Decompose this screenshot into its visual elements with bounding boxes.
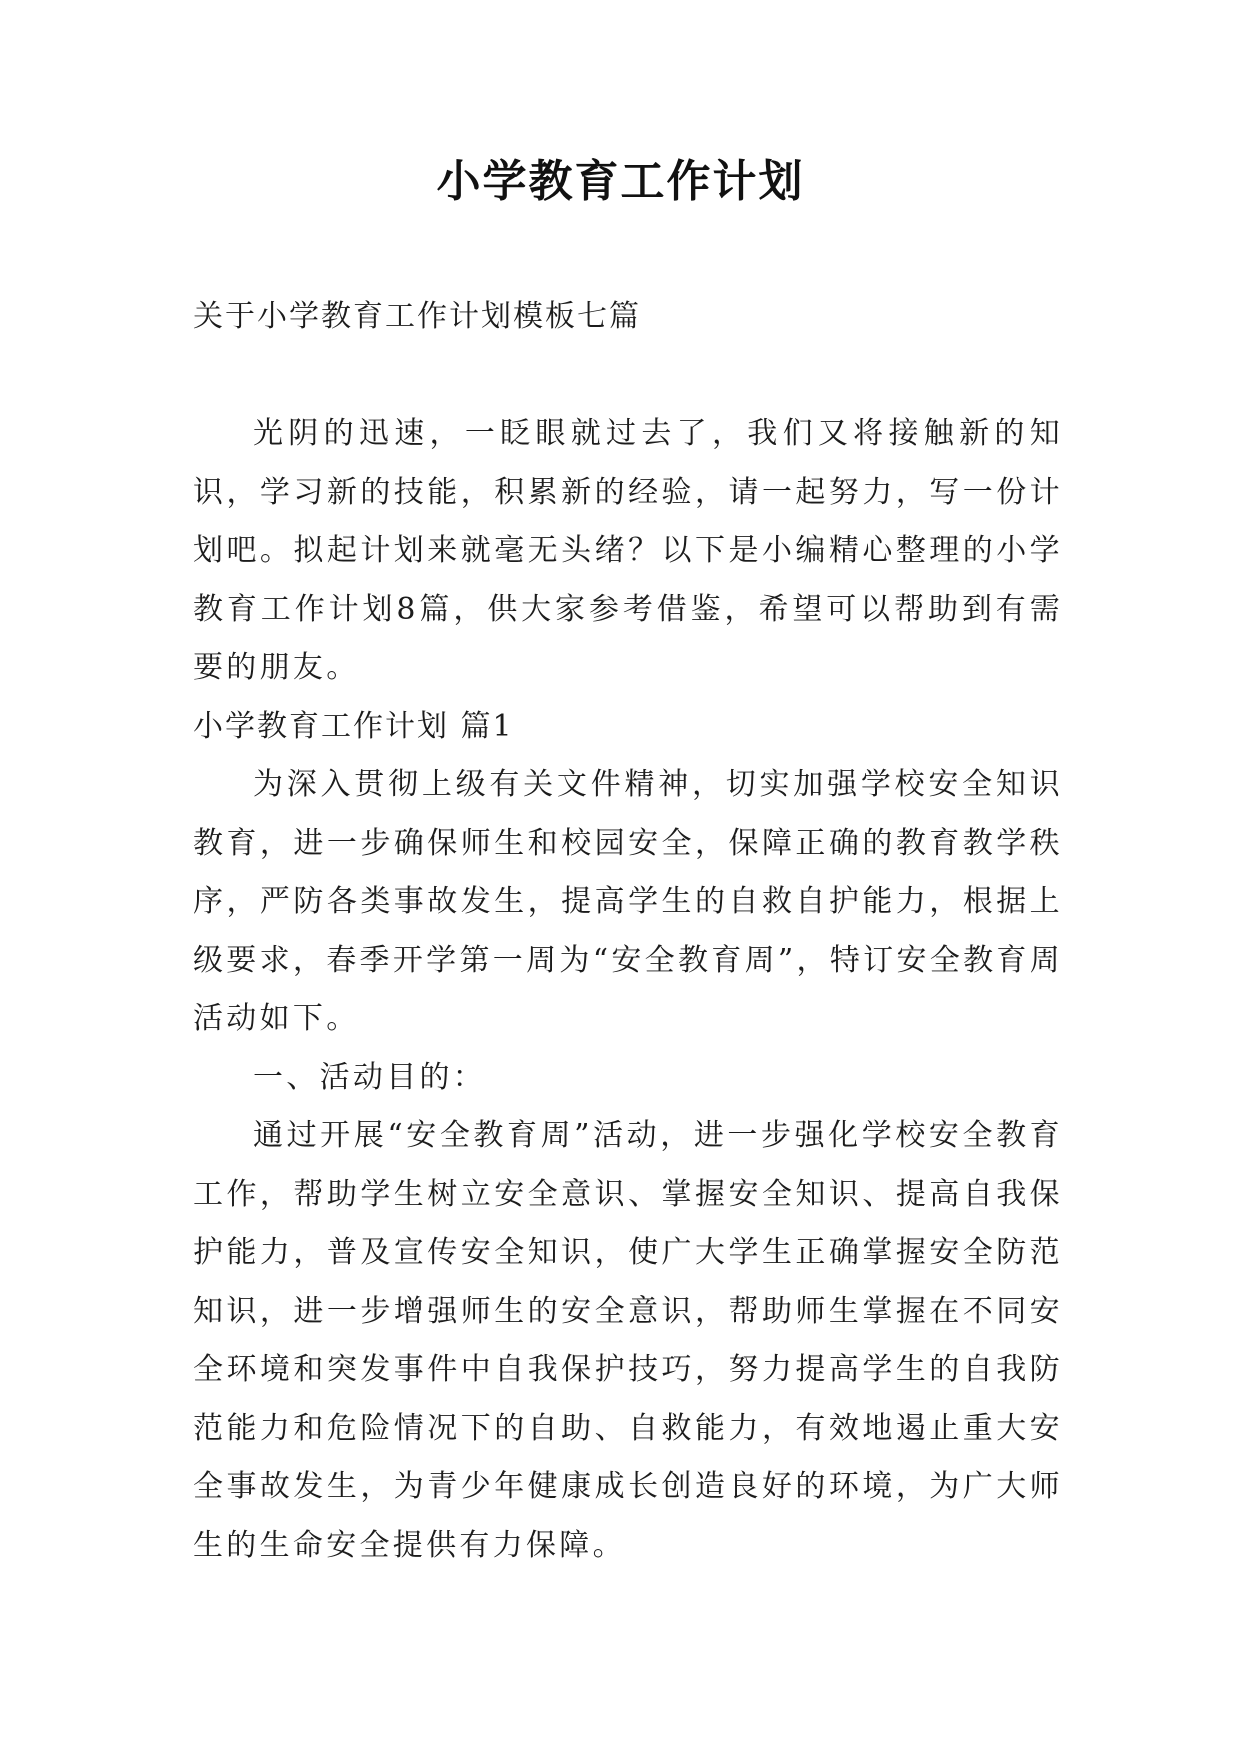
body-paragraph: 通过开展“安全教育周”活动，进一步强化学校安全教育工作，帮助学生树立安全意识、掌握安全知识、提高自我保护能力，普及宣传安全知识，使广大学生正确掌握安全防范知识，进一步增强师生的安全意识，帮助师生掌握在不同安全环境和突发事件中自我保护技巧，努力提高学生的自我防范能力和危险情况下的自助、自救能力，有效地遏止重大安全事故发生，为青少年健康成长创造良好的环境，为广大师生的生命安全提供有力保障。 xyxy=(193,1118,1063,1563)
document-subtitle: 关于小学教育工作计划模板七篇 xyxy=(193,299,641,334)
section-heading: 小学教育工作计划 篇1 xyxy=(193,708,514,744)
document-body xyxy=(193,405,1063,1575)
document-title: 小学教育工作计划 xyxy=(436,156,805,207)
intro-paragraph: 光阴的迅速，一眨眼就过去了，我们又将接触新的知识，学习新的技能，积累新的经验，请一起努力，写一份计划吧。拟起计划来就毫无头绪？以下是小编精心整理的小学教育工作计划8篇，供大家参考借鉴，希望可以帮助到有需要的朋友。 xyxy=(193,416,1063,685)
body-paragraph: 为深入贯彻上级有关文件精神，切实加强学校安全知识教育，进一步确保师生和校园安全，保障正确的教育教学秩序，严防各类事故发生，提高学生的自救自护能力，根据上级要求，春季开学第一周为“安全教育周”，特订安全教育周活动如下。 xyxy=(193,767,1063,1036)
list-item-heading: 一、活动目的： xyxy=(253,1059,487,1095)
